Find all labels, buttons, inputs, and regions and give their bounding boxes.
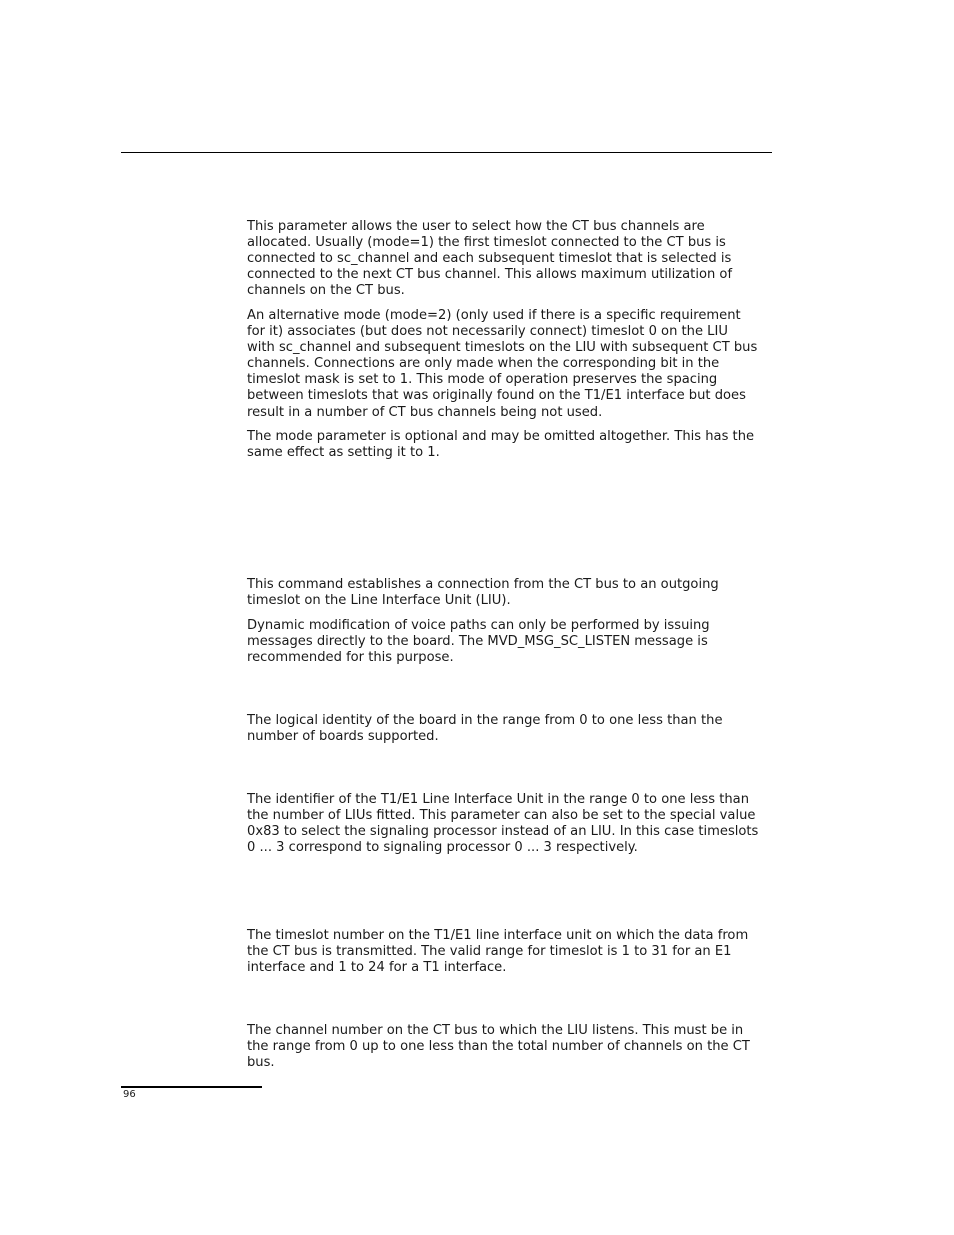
paragraph-sc-channel: The channel number on the CT bus to which the LIU listens. This must be in the range from 0 up to one less than the total number of channels on the CT bus. <box>247 1023 750 1071</box>
paragraph-dynamic-modification: Dynamic modification of voice paths can only be performed by issuing messages directly to the board. The MVD_MSG_SC_LISTEN message is recommended for this purpose. <box>247 618 710 666</box>
paragraph-mode-intro: This parameter allows the user to select how the CT bus channels are allocated. Usually (mode=1) the first timeslot connected to the CT bus is connected to sc_channel and each subsequent timeslot that is selected is connected to the next CT bus channel. This allows maximum utilization of channels on the CT bus. <box>247 219 733 299</box>
header-rule <box>121 152 772 153</box>
paragraph-board-id: The logical identity of the board in the range from 0 to one less than the number of boards supported. <box>247 713 723 745</box>
paragraph-timeslot: The timeslot number on the T1/E1 line interface unit on which the data from the CT bus is transmitted. The valid range for timeslot is 1 to 31 for an E1 interface and 1 to 24 for a T1 interface. <box>247 928 749 976</box>
paragraph-liu-id: The identifier of the T1/E1 Line Interface Unit in the range 0 to one less than the number of LIUs fitted. This parameter can also be set to the special value 0x83 to select the signaling processor instead of an LIU. In this case timeslots 0 ... 3 correspond to signaling processor 0 ... 3 respectively. <box>247 792 759 856</box>
paragraph-mode-alternative: An alternative mode (mode=2) (only used if there is a specific requirement for it) associates (but does not necessarily connect) timeslot 0 on the LIU with sc_channel and subsequent timeslots on the LIU with subsequent CT bus channels. Connections are only made when the corresponding bit in the timeslot mask is set to 1. This mode of operation preserves the spacing between timeslots that was originally found on the T1/E1 interface but does result in a number of CT bus channels being not used. <box>247 308 758 420</box>
footer-rule <box>121 1086 262 1088</box>
page-number: 96 <box>123 1089 136 1100</box>
paragraph-mode-optional: The mode parameter is optional and may be omitted altogether. This has the same effect as setting it to 1. <box>247 429 755 461</box>
paragraph-command-description: This command establishes a connection from the CT bus to an outgoing timeslot on the Line Interface Unit (LIU). <box>247 577 719 609</box>
